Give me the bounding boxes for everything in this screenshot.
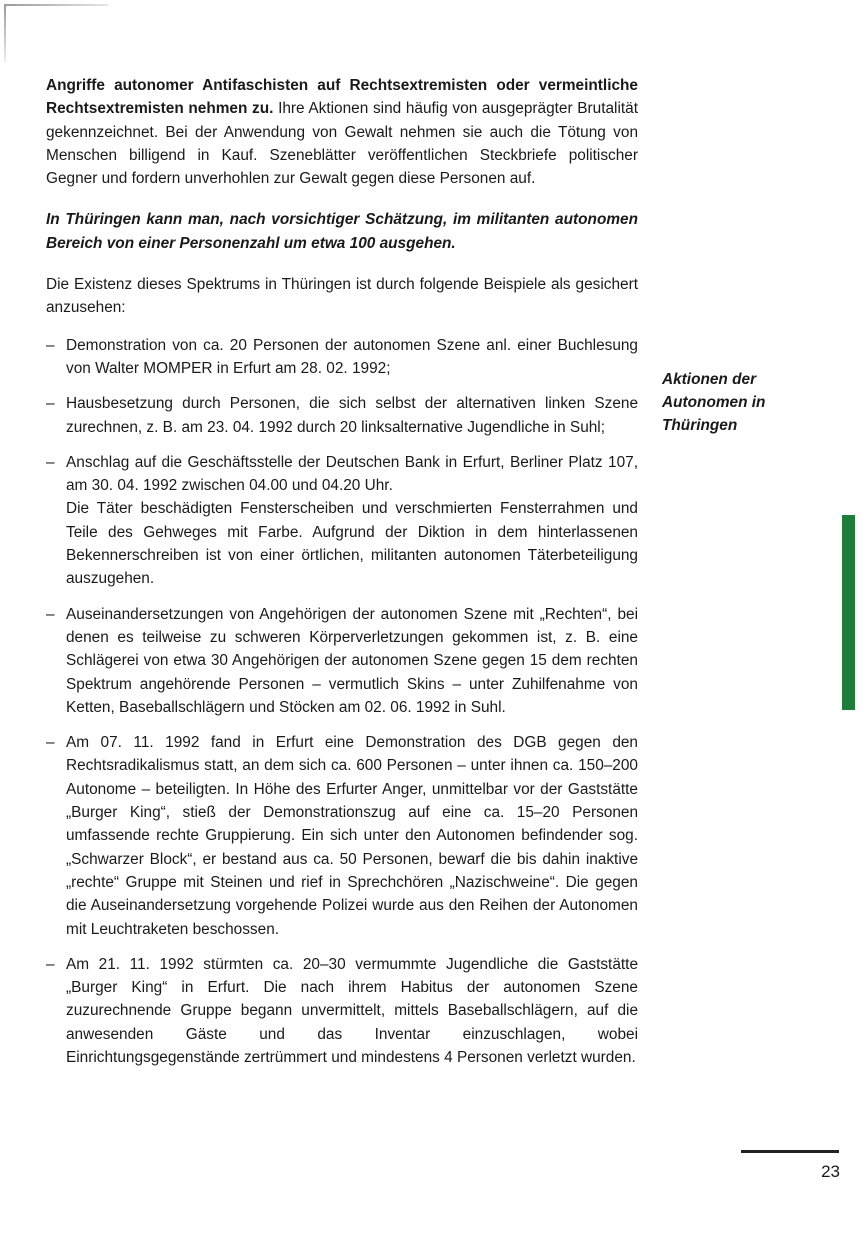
- list-item: [46, 603, 638, 719]
- existence-paragraph: Die Existenz dieses Spektrums in Thüringen ist durch folgende Beispiele als gesichert anzusehen:: [46, 276, 638, 317]
- side-marker-bar: [842, 515, 855, 710]
- list-item: [46, 451, 638, 591]
- examples-list: [46, 334, 638, 1070]
- intro-rest: Ihre Aktionen sind häufig von ausgeprägter Brutalität gekennzeichnet. Bei der Anwendung von Gewalt nehmen sie auch die Tötung von Menschen billigend in Kauf. Szeneblätter veröffentlichen Steckbriefe politischer Gegner und fordern unverhohlen zur Gewalt gegen diese Personen auf.: [46, 100, 638, 188]
- list-dash: –: [46, 395, 55, 413]
- list-item: [46, 334, 638, 381]
- margin-note: Aktionen der Autonomen in Thüringen: [662, 371, 766, 434]
- list-dash: –: [46, 453, 55, 471]
- list-item: [46, 953, 638, 1069]
- list-item: [46, 731, 638, 941]
- list-item-text: Demonstration von ca. 20 Personen der autonomen Szene anl. einer Buchlesung von Walter MOMPER in Erfurt am 28. 02. 1992;: [66, 336, 638, 377]
- list-dash: –: [46, 734, 55, 752]
- list-item-text: Am 07. 11. 1992 fand in Erfurt eine Demonstration des DGB gegen den Rechtsradikalismus statt, an dem sich ca. 600 Personen – unter ihnen ca. 150–200 Autonome – beteiligten. In Höhe des Erfurter Anger, unmittelbar vor der Gaststätte „Burger King“, stieß der Demonstrationszug auf eine ca. 15–20 Personen umfassende rechte Gruppierung. Ein sich unter den Autonomen befindender sog. „Schwarzer Block“, er bestand aus ca. 50 Personen, bewarf die bis dahin inaktive „rechte“ Gruppe mit Steinen und rief in Sprechchören „Nazischweine“. Die gegen die Auseinandersetzung vorgehende Polizei wurde aus den Reihen der Autonomen mit Leuchtraketen beschossen.: [66, 734, 638, 938]
- intro-bold-lead: Angriffe autonomer Antifaschisten auf Rechtsextremisten oder vermeintliche Rechtsextremisten nehmen zu.: [46, 77, 638, 118]
- list-item-text: Anschlag auf die Geschäftsstelle der Deutschen Bank in Erfurt, Berliner Platz 107, am 30. 04. 1992 zwischen 04.00 und 04.20 Uhr.: [66, 453, 638, 495]
- page-number: 23: [821, 1162, 840, 1181]
- list-item-text: Am 21. 11. 1992 stürmten ca. 20–30 vermummte Jugendliche die Gaststätte „Burger King“ in Erfurt. Die nach ihrem Habitus der autonomen Szene zuzurechnende Gruppe begann unvermittelt, mittels Baseballschlägern, auf die anwesenden Gäste und das Inventar einzuschlagen, wobei Einrichtungsgegenstände zertrümmert und mindestens 4 Personen verletzt wurden.: [66, 955, 638, 1066]
- scan-corner-mark-vertical: [4, 4, 6, 62]
- scan-corner-mark: [4, 4, 108, 6]
- page-content: [46, 74, 638, 1081]
- list-dash: –: [46, 605, 55, 623]
- list-item-text: Auseinandersetzungen von Angehörigen der autonomen Szene mit „Rechten“, bei denen es teilweise zu schweren Körperverletzungen gekommen ist, z. B. eine Schlägerei von etwa 30 Angehörigen der autonomen Szene gegen 15 dem rechten Spektrum angehörende Personen – vermutlich Skins – unter Zuhilfenahme von Ketten, Baseballschlägern und Stöcken am 02. 06. 1992 in Suhl.: [66, 605, 638, 716]
- list-item: [46, 392, 638, 439]
- list-dash: –: [46, 336, 55, 354]
- footer-rule: [741, 1150, 839, 1153]
- list-item-text-continued: Die Täter beschädigten Fensterscheiben und verschmierten Fensterrahmen und Teile des Gehweges mit Farbe. Aufgrund der Diktion in dem hinterlassenen Bekennerschreiben ist von einer örtlichen, militanten autonomen Täterbeteiligung auszugehen.: [66, 500, 638, 588]
- list-item-text: Hausbesetzung durch Personen, die sich selbst der alternativen linken Szene zurechnen, z. B. am 23. 04. 1992 durch 20 linksalternative Jugendliche in Suhl;: [66, 395, 638, 436]
- intro-paragraph: [46, 74, 638, 190]
- list-dash: –: [46, 955, 55, 973]
- estimate-paragraph: In Thüringen kann man, nach vorsichtiger Schätzung, im militanten autonomen Bereich von einer Personenzahl um etwa 100 ausgehen.: [46, 211, 638, 252]
